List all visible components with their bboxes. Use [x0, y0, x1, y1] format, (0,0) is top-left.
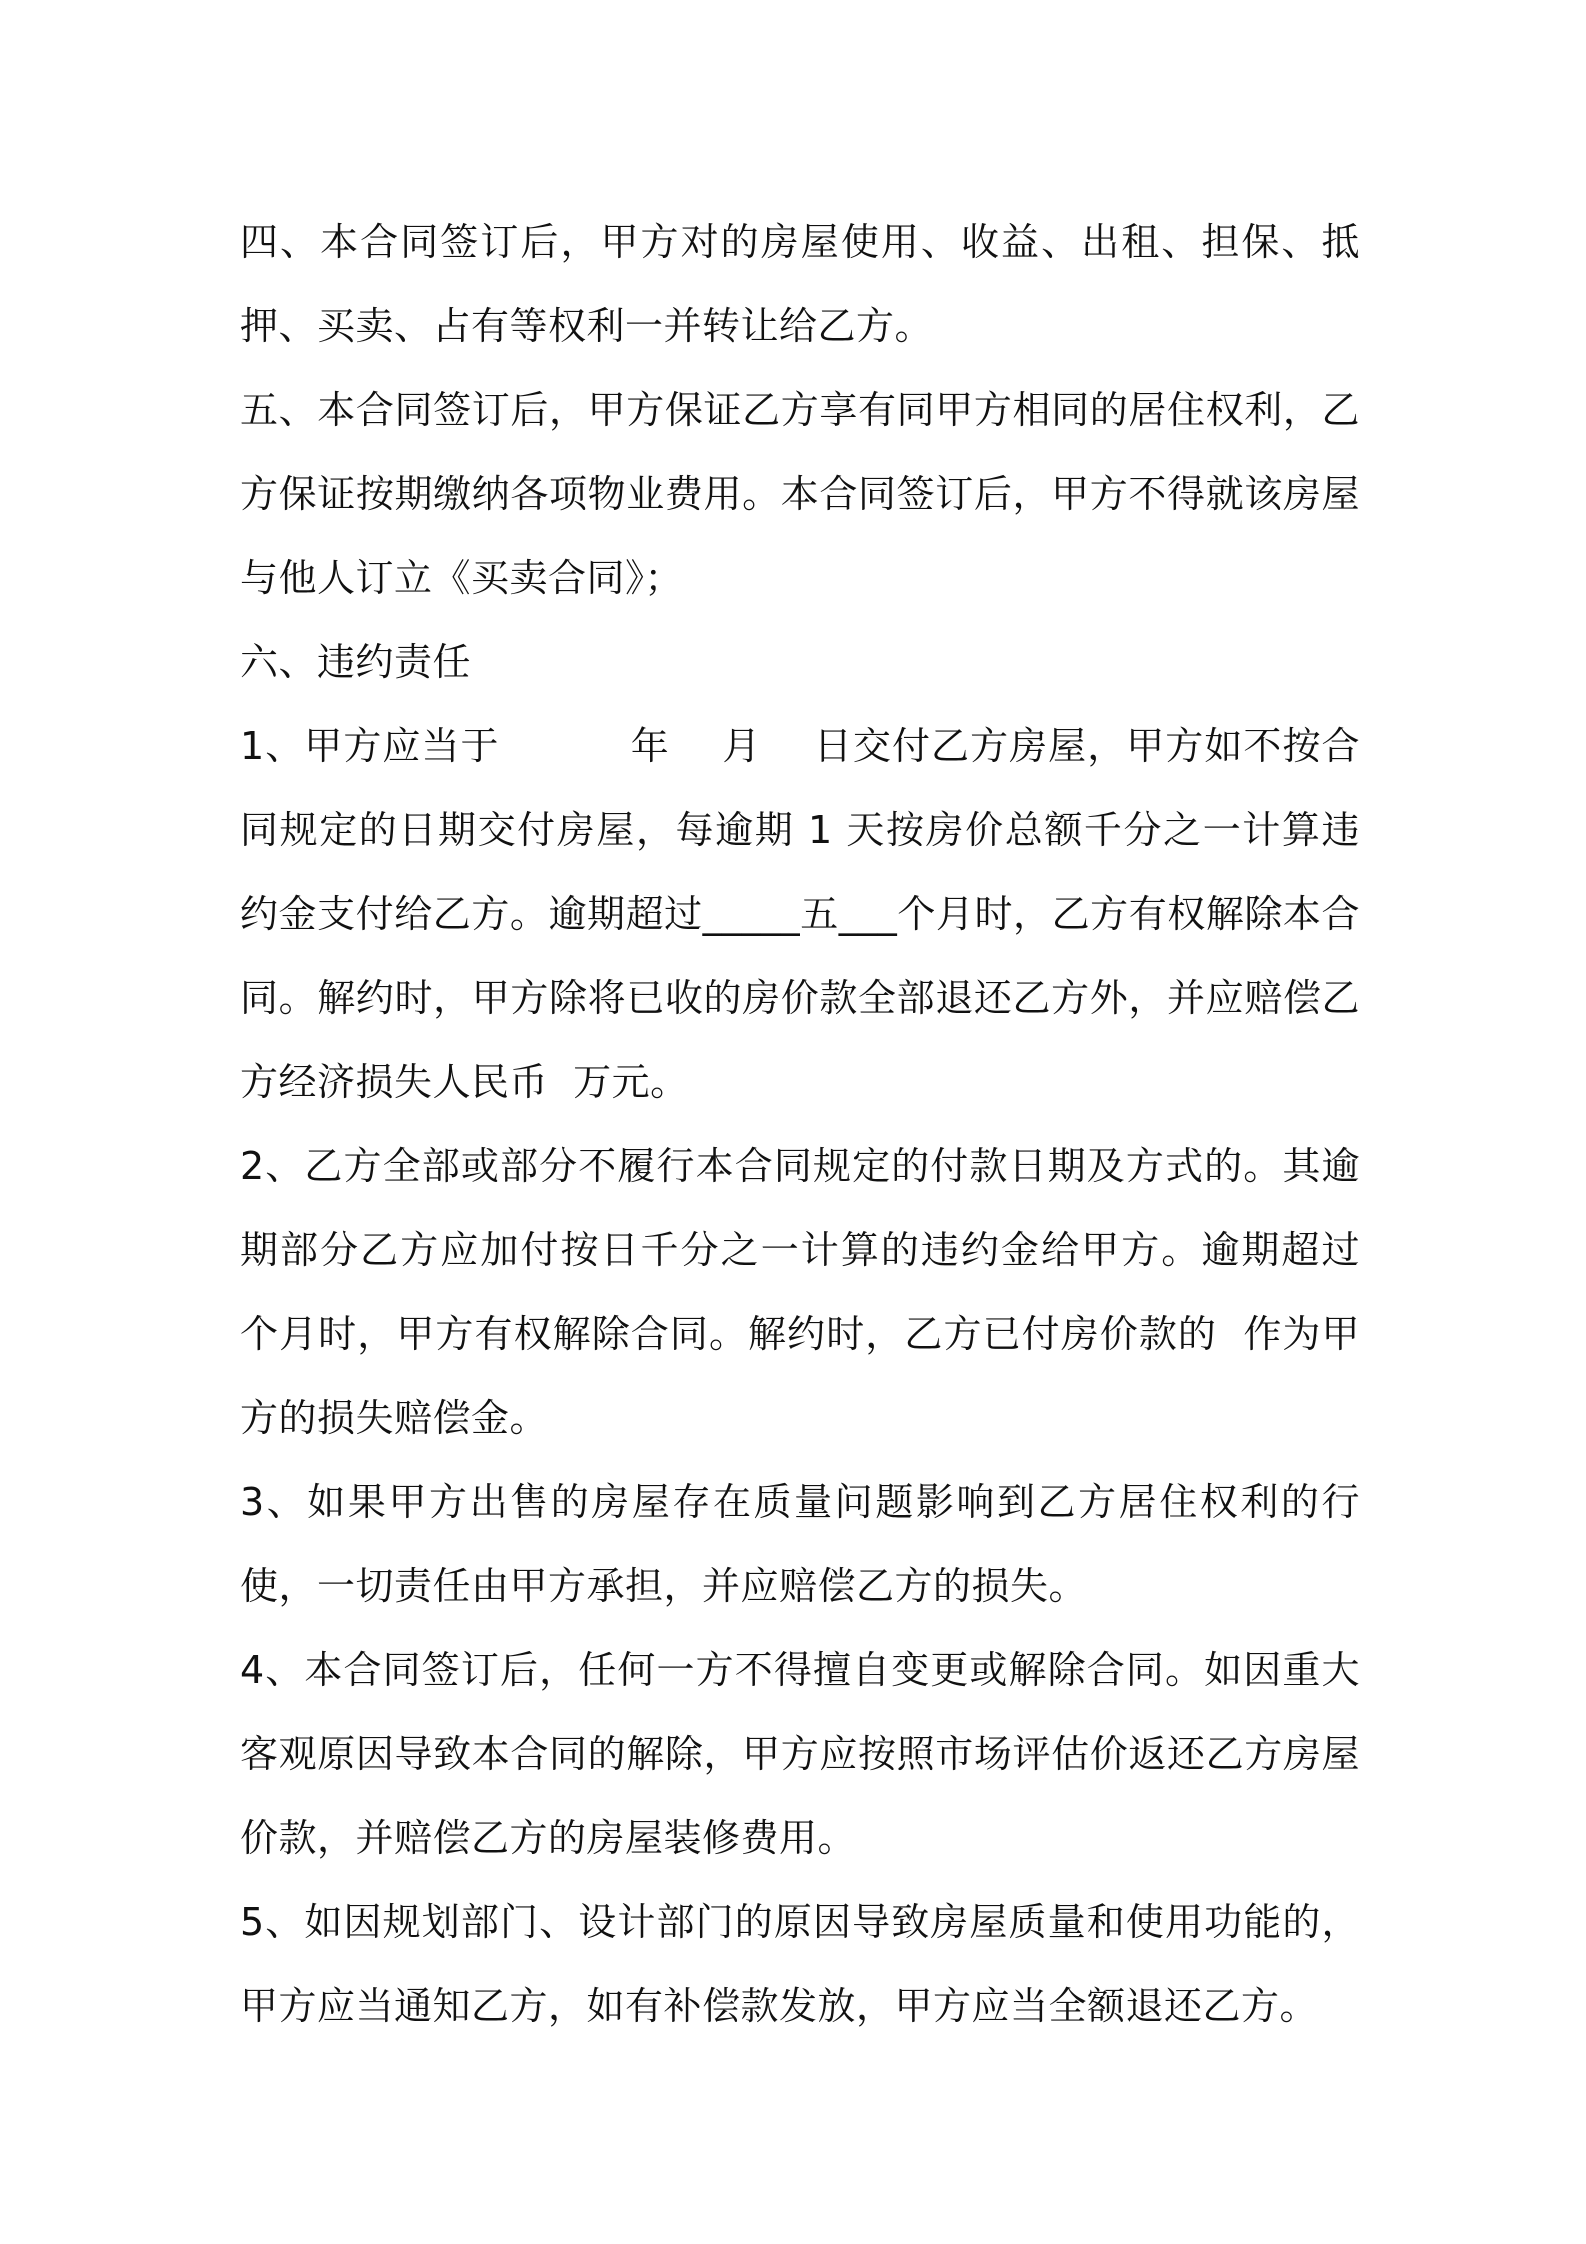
section-heading-breach-liability: 六、违约责任	[240, 640, 472, 684]
breach-item-2: 2、乙方全部或部分不履行本合同规定的付款日期及方式的。其逾期部分乙方应加付按日千分之一计算的违约金给甲方。逾期超过 个月时，甲方有权解除合同。解约时，乙方已付房价款的 作为甲方的损失赔偿金。	[240, 1144, 1386, 1440]
clause-four: 四、本合同签订后，甲方对的房屋使用、收益、出租、担保、抵押、买卖、占有等权利一并转让给乙方。	[240, 220, 1360, 348]
document-body	[240, 200, 1386, 2048]
breach-item-1: 1、甲方应当于 年 月 日交付乙方房屋，甲方如不按合同规定的日期交付房屋，每逾期 1 天按房价总额千分之一计算违约金支付给乙方。逾期超过_____五___个月时，乙方有权解除本合同。解约时，甲方除将已收的房价款全部退还乙方外，并应赔偿乙方经济损失人民币 万元。	[240, 724, 1360, 1104]
breach-item-3: 3、如果甲方出售的房屋存在质量问题影响到乙方居住权利的行使，一切责任由甲方承担，并应赔偿乙方的损失。	[240, 1480, 1360, 1608]
clause-five: 五、本合同签订后，甲方保证乙方享有同甲方相同的居住权利，乙方保证按期缴纳各项物业费用。本合同签订后，甲方不得就该房屋与他人订立《买卖合同》；	[240, 388, 1360, 600]
breach-item-5: 5、如因规划部门、设计部门的原因导致房屋质量和使用功能的，甲方应当通知乙方，如有补偿款发放，甲方应当全额退还乙方。	[240, 1900, 1360, 2028]
breach-item-4: 4、本合同签订后，任何一方不得擅自变更或解除合同。如因重大客观原因导致本合同的解除，甲方应按照市场评估价返还乙方房屋价款，并赔偿乙方的房屋装修费用。	[240, 1648, 1360, 1860]
